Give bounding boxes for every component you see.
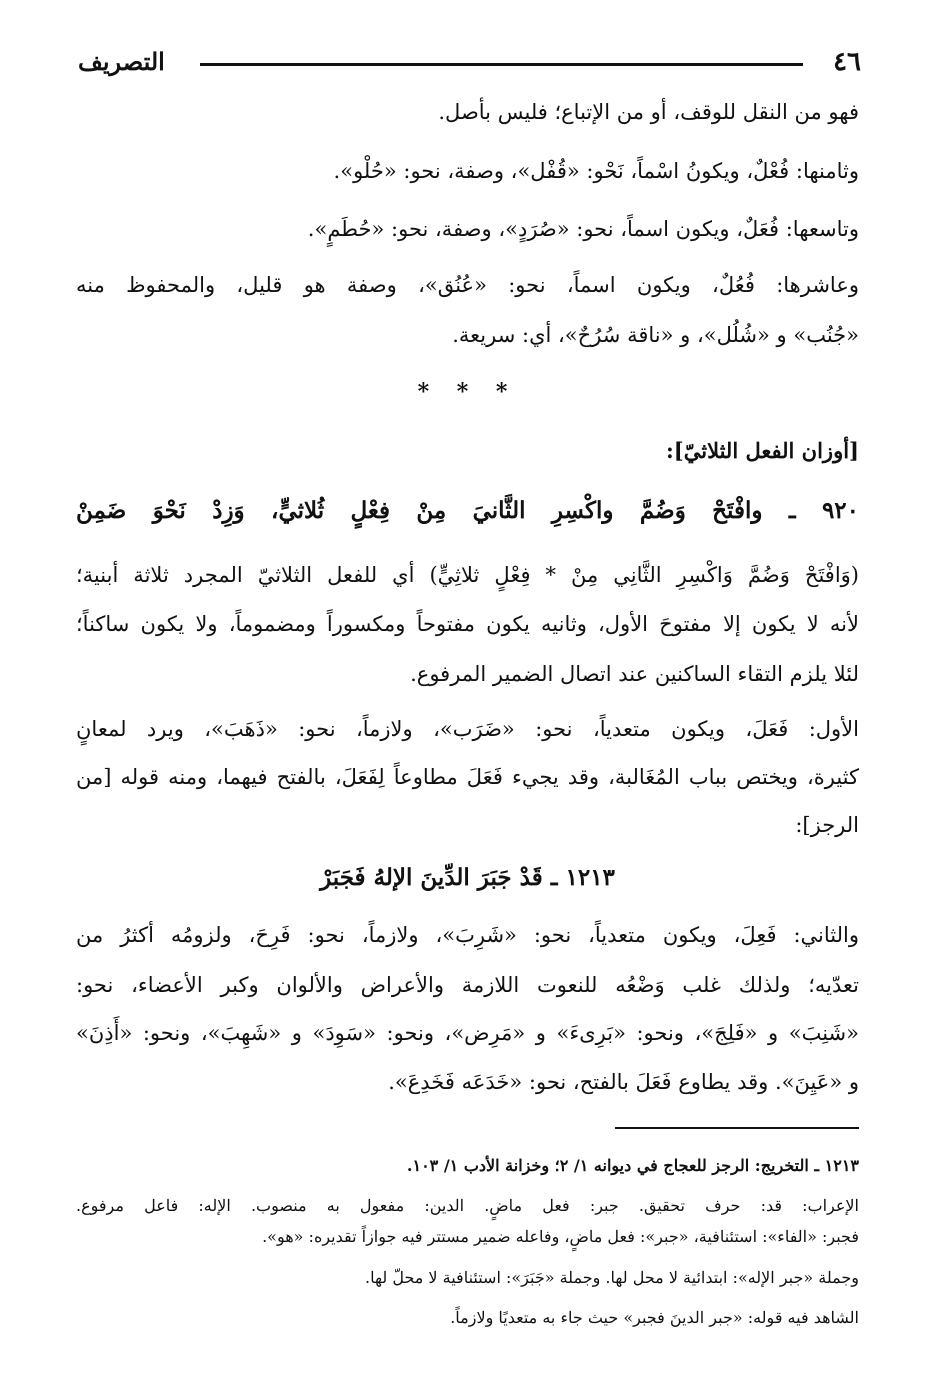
running-header — [78, 42, 861, 82]
footnote-line: وجملة «جبر الإله»: ابتدائية لا محل لها. وجملة «جَبَرَ»: استئنافية لا محلّ لها. — [365, 1268, 859, 1287]
footnote-irab: فجبر: «الفاء»: استئنافية، «جبر»: فعل ماضٍ، وفاعله ضمير مستتر فيه جوازاً تقديره: «هو». — [262, 1227, 859, 1246]
paragraph-line: فهو من النقل للوقف، أو من الإتباع؛ فليس بأصل. — [438, 100, 859, 124]
paragraph-line: وعاشرها: فُعُلٌ، ويكون اسماً، نحو: «عُنُق»، وصفة هو قليل، والمحفوظ منه — [76, 273, 859, 297]
paragraph-line: لئلا يلزم التقاء الساكنين عند اتصال الضمير المرفوع. — [410, 662, 859, 686]
paragraph-line: كثيرة، ويختص بباب المُغَالبة، وقد يجيء فَعَلَ مطاوعاً لِفَعَلَ، بالفتح فيهما، ومنه قوله [من — [76, 765, 859, 789]
page-number: ٤٦ — [833, 47, 861, 77]
verse-1213: ١٢١٣ ـ قَدْ جَبَرَ الدِّينَ الإلهُ فَجَبَرْ — [320, 864, 615, 891]
verse-920: ٩٢٠ ـ وافْتَحْ وَضُمَّ واكْسِرِ الثَّانيَ مِنْ فِعْلٍ ثُلاثيٍّ، وَزِدْ نَحْوَ ضَمِنْ — [76, 497, 859, 524]
paragraph-line: الأول: فَعَلَ، ويكون متعدياً، نحو: «ضَرَب»، ولازماً، نحو: «ذَهَبَ»، ويرد لمعانٍ — [76, 717, 859, 741]
footnote-shahid: الشاهد فيه قوله: «جبر الدينَ فجبر» حيث جاء به متعديًا ولازماً. — [450, 1308, 859, 1327]
paragraph-line: (وَافْتَحْ وَضُمَّ وَاكْسِرِ الثَّانِي مِنْ * فِعْلٍ ثلاثِيٍّ) أي للفعل الثلاثيّ المجرد ثلاثة أبنية؛ — [76, 563, 859, 587]
section-heading: [أوزان الفعل الثلاثيّ]: — [666, 438, 859, 463]
footnote-takhrij: ١٢١٣ ـ التخريج: الرجز للعجاج في ديوانه ١/ ٢؛ وخزانة الأدب ١/ ١٠٣. — [406, 1156, 859, 1175]
paragraph-line: وثامنها: فُعْلٌ، ويكونُ اسْماً، نَحْو: «قُفْل»، وصفة، نحو: «حُلْو». — [333, 159, 859, 183]
paragraph-line: وتاسعها: فُعَلٌ، ويكون اسماً، نحو: «صُرَدٍ»، وصفة، نحو: «حُطَمٍ». — [307, 217, 859, 241]
paragraph-line: «جُنُب» و «شُلُل»، و «ناقة سُرُحٌ»، أي: سريعة. — [452, 323, 859, 347]
footnote-separator — [615, 1127, 859, 1129]
paragraph-line: و «عَيِنَ». وقد يطاوع فَعَلَ بالفتح، نحو: «خَدَعَه فَخَدِعَ». — [388, 1070, 859, 1094]
paragraph-line: لأنه لا يكون إلا مفتوحَ الأول، وثانيه يكون مفتوحاً ومكسوراً ومضموماً، ولا يكون ساكناً؛ — [76, 612, 859, 636]
running-title: التصريف — [78, 47, 165, 76]
section-divider-stars: * * * — [417, 379, 518, 405]
header-rule — [200, 63, 803, 66]
paragraph-line: الرجز]: — [795, 813, 859, 837]
paragraph-line: تعدّيه؛ ولذلك غلب وَضْعُه للنعوت اللازمة والأعراض والألوان وكبر الأعضاء، نحو: — [76, 973, 859, 997]
paragraph-line: والثاني: فَعِلَ، ويكون متعدياً، نحو: «شَرِبَ»، ولازماً، نحو: فَرِحَ، ولزومُه أكثرُ من — [76, 923, 859, 947]
footnote-irab: الإعراب: قد: حرف تحقيق. جبر: فعل ماضٍ. الدين: مفعول به منصوب. الإله: فاعل مرفوع. — [76, 1196, 859, 1215]
paragraph-line: «شَنِبَ» و «فَلِجَ»، ونحو: «بَرِىءَ» و «مَرِض»، ونحو: «سَوِدَ» و «شَهِبَ»، ونحو: «أَذِنَ» — [76, 1021, 859, 1045]
